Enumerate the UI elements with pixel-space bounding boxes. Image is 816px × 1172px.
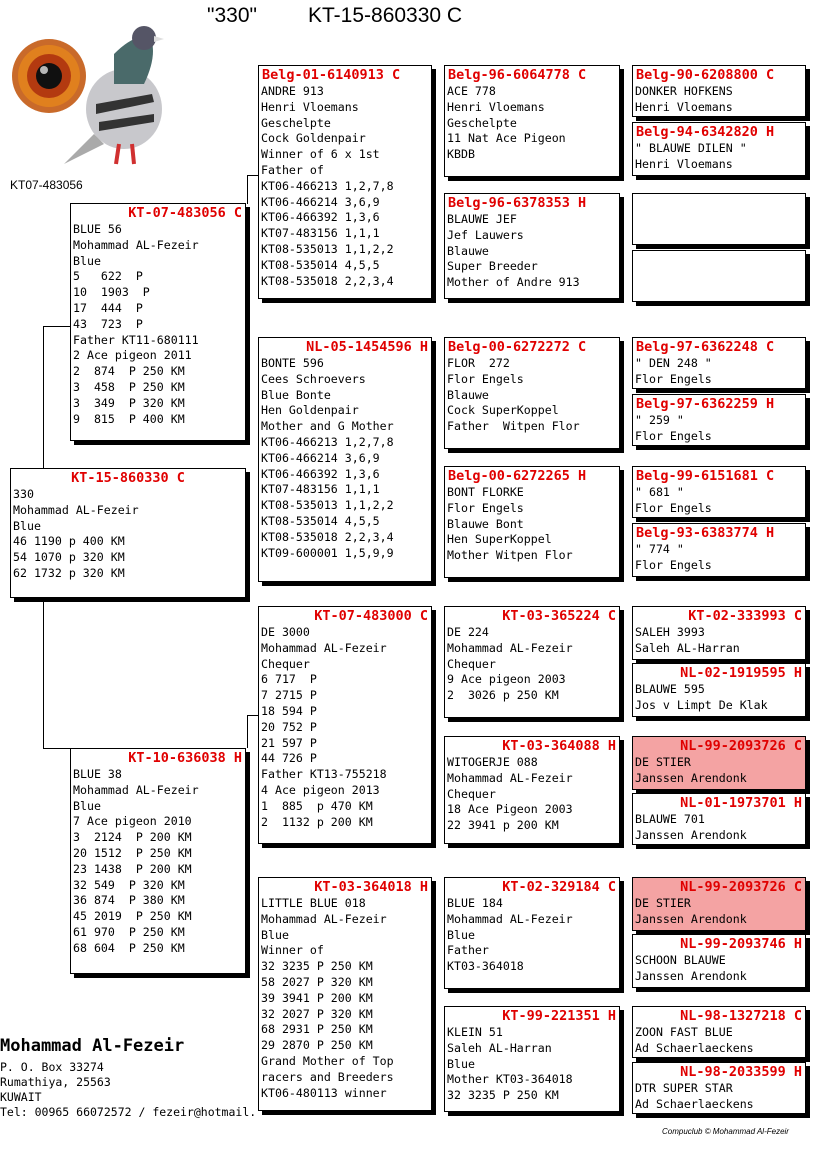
ring-number: NL-01-1973701 H bbox=[680, 795, 802, 811]
pigeon-details: DE 224 Mohammad AL-Fezeir Chequer 9 Ace pigeon 2003 2 3026 p 250 KM bbox=[447, 625, 573, 703]
pedigree-box-dam-sire bbox=[258, 606, 432, 844]
pigeon-details: " 259 " Flor Engels bbox=[635, 413, 712, 443]
pigeon-details: 330 Mohammad AL-Fezeir Blue 46 1190 p 400 KM 54 1070 p 320 KM 62 1732 p 320 KM bbox=[13, 487, 139, 580]
pedigree-box-g4 bbox=[632, 663, 806, 717]
ring-number: NL-99-2093746 H bbox=[680, 936, 802, 952]
connector bbox=[43, 326, 44, 469]
pedigree-box-g4 bbox=[632, 523, 806, 577]
ring-number: KT-07-483056 C bbox=[128, 205, 242, 221]
ring-number: Belg-97-6362259 H bbox=[636, 396, 775, 412]
ring-number: KT-07-483000 C bbox=[314, 608, 428, 624]
pedigree-box-g3 bbox=[444, 65, 620, 177]
pedigree-box-sire-dam bbox=[258, 337, 432, 582]
pigeon-details: BLUE 56 Mohammad AL-Fezeir Blue 5 622 P 10 1903 P 17 444 P 43 723 P Father KT11-680111 2 Ace pigeon 2011 2 874 P 250 KM 3 458 P 250 KM 3 349 P 320 KM 9 815 P 400 KM bbox=[73, 222, 199, 426]
pigeon-details: KLEIN 51 Saleh AL-Harran Blue Mother KT03-364018 32 3235 P 250 KM bbox=[447, 1025, 573, 1103]
ring-number: KT-03-364018 H bbox=[314, 879, 428, 895]
pigeon-details: BONT FLORKE Flor Engels Blauwe Bont Hen SuperKoppel Mother Witpen Flor bbox=[447, 485, 573, 563]
ring-number: Belg-90-6208800 C bbox=[636, 67, 775, 83]
pigeon-details: SCHOON BLAUWE Janssen Arendonk bbox=[635, 953, 747, 983]
pigeon-details: LITTLE BLUE 018 Mohammad AL-Fezeir Blue Winner of 32 3235 P 250 KM 58 2027 P 320 KM 39 3941 P 200 KM 32 2027 P 320 KM 68 2931 P 250 KM 29 2870 P 250 KM Grand Mother of Top racers and Breeders KT06-480113 winner bbox=[261, 896, 394, 1100]
ring-number: NL-99-2093726 C bbox=[680, 879, 802, 895]
ring-number: NL-02-1919595 H bbox=[680, 665, 802, 681]
pedigree-box-g4 bbox=[632, 934, 806, 988]
connector bbox=[247, 830, 248, 875]
ring-number: Belg-01-6140913 C bbox=[262, 67, 401, 83]
ring-number: Belg-00-6272272 C bbox=[448, 339, 587, 355]
ring-number: KT-03-364088 H bbox=[502, 738, 616, 754]
pedigree-box-g4 bbox=[632, 65, 806, 117]
ring-number bbox=[633, 251, 805, 269]
contact-line: Tel: 00965 66072572 / fezeir@hotmail. bbox=[0, 1105, 257, 1119]
pedigree-box-g4-empty bbox=[632, 250, 806, 302]
pedigree-box-g4 bbox=[632, 122, 806, 176]
address-line: KUWAIT bbox=[0, 1090, 42, 1104]
pedigree-box-g4 bbox=[632, 337, 806, 389]
pedigree-box-sire-sire bbox=[258, 65, 432, 299]
pedigree-box-subject bbox=[10, 468, 246, 598]
pigeon-details: BONTE 596 Cees Schroevers Blue Bonte Hen Goldenpair Mother and G Mother KT06-466213 1,2,7,8 KT06-466214 3,6,9 KT06-466392 1,3,6 KT07-483156 1,1,1 KT08-535013 1,1,2,2 KT08-535014 4,5,5 KT08-535018 2,2,3,4 KT09-600001 1,5,9,9 bbox=[261, 356, 394, 560]
pedigree-box-g3 bbox=[444, 606, 620, 718]
pedigree-box-g4 bbox=[632, 1062, 806, 1114]
ring-number: KT-02-329184 C bbox=[502, 879, 616, 895]
pigeon-photo-icon bbox=[4, 14, 174, 174]
pedigree-box-g3 bbox=[444, 337, 620, 449]
pigeon-details: ACE 778 Henri Vloemans Geschelpte 11 Nat Ace Pigeon KBDB bbox=[447, 84, 566, 162]
pedigree-box-dam bbox=[70, 748, 246, 974]
ring-number: NL-98-1327218 C bbox=[680, 1008, 802, 1024]
ring-number: Belg-96-6378353 H bbox=[448, 195, 587, 211]
connector bbox=[247, 715, 248, 748]
pigeon-details: DE STIER Janssen Arendonk bbox=[635, 896, 747, 926]
connector bbox=[43, 748, 71, 749]
ring-number: Belg-99-6151681 C bbox=[636, 468, 775, 484]
ring-number: KT-03-365224 C bbox=[502, 608, 616, 624]
pigeon-details: WITOGERJE 088 Mohammad AL-Fezeir Chequer 18 Ace Pigeon 2003 22 3941 p 200 KM bbox=[447, 755, 573, 833]
ring-number: KT-99-221351 H bbox=[502, 1008, 616, 1024]
ring-number: Belg-00-6272265 H bbox=[448, 468, 587, 484]
address-line: Rumathiya, 25563 bbox=[0, 1075, 111, 1089]
pigeon-details: SALEH 3993 Saleh AL-Harran bbox=[635, 625, 740, 655]
ring-number: Belg-96-6064778 C bbox=[448, 67, 587, 83]
pedigree-box-g4 bbox=[632, 394, 806, 446]
pigeon-nickname: "330" bbox=[207, 4, 257, 27]
pigeon-details: BLAUWE JEF Jef Lauwers Blauwe Super Breeder Mother of Andre 913 bbox=[447, 212, 580, 290]
pedigree-box-g3 bbox=[444, 193, 620, 299]
pedigree-box-g4 bbox=[632, 1006, 806, 1058]
pigeon-details: DONKER HOFKENS Henri Vloemans bbox=[635, 84, 733, 114]
connector bbox=[247, 175, 248, 204]
ring-number: KT-15-860330 C bbox=[71, 470, 185, 486]
pigeon-eye-icon bbox=[12, 39, 86, 113]
pedigree-box-g3 bbox=[444, 736, 620, 844]
ring-number bbox=[633, 194, 805, 212]
pigeon-details: ANDRE 913 Henri Vloemans Geschelpte Cock Goldenpair Winner of 6 x 1st Father of KT06-466213 1,2,7,8 KT06-466214 3,6,9 KT06-466392 1,3,6 KT07-483156 1,1,1 KT08-535013 1,1,2,2 KT08-535014 4,5,5 KT08-535018 2,2,3,4 bbox=[261, 84, 394, 288]
ring-number: Belg-94-6342820 H bbox=[636, 124, 775, 140]
pigeon-details: FLOR 272 Flor Engels Blauwe Cock SuperKoppel Father Witpen Flor bbox=[447, 356, 580, 434]
pigeon-details: DE STIER Janssen Arendonk bbox=[635, 755, 747, 785]
pedigree-box-g3 bbox=[444, 466, 620, 578]
pigeon-ring-title: KT-15-860330 C bbox=[308, 4, 463, 27]
pigeon-details: ZOON FAST BLUE Ad Schaerlaeckens bbox=[635, 1025, 754, 1055]
pedigree-box-g4 bbox=[632, 466, 806, 518]
owner-address bbox=[0, 1060, 256, 1120]
pigeon-details: BLAUWE 701 Janssen Arendonk bbox=[635, 812, 747, 842]
pedigree-box-g3 bbox=[444, 877, 620, 989]
photo-caption: KT07-483056 bbox=[10, 178, 83, 192]
pedigree-box-sire bbox=[70, 203, 246, 441]
pedigree-box-g4-empty bbox=[632, 193, 806, 245]
pigeon-details: " 774 " Flor Engels bbox=[635, 542, 712, 572]
pigeon-details: " 681 " Flor Engels bbox=[635, 485, 712, 515]
copyright-credit: Compuclub © Mohammad Al-Fezeir bbox=[662, 1127, 789, 1136]
ring-number: KT-10-636038 H bbox=[128, 750, 242, 766]
pigeon-details: DE 3000 Mohammad AL-Fezeir Chequer 6 717 P 7 2715 P 18 594 P 20 752 P 21 597 P 44 726 P Father KT13-755218 4 Ace pigeon 2013 1 885 p 470 KM 2 1132 p 200 KM bbox=[261, 625, 387, 829]
pigeon-details: BLUE 184 Mohammad AL-Fezeir Blue Father KT03-364018 bbox=[447, 896, 573, 974]
ring-number: KT-02-333993 C bbox=[688, 608, 802, 624]
pedigree-box-g4-highlighted bbox=[632, 736, 806, 790]
pedigree-box-g3 bbox=[444, 1006, 620, 1112]
pigeon-details: BLAUWE 595 Jos v Limpt De Klak bbox=[635, 682, 768, 712]
ring-number: Belg-97-6362248 C bbox=[636, 339, 775, 355]
pedigree-box-g4-highlighted bbox=[632, 877, 806, 931]
ring-number: NL-05-1454596 H bbox=[306, 339, 428, 355]
pigeon-details: " BLAUWE DILEN " Henri Vloemans bbox=[635, 141, 747, 171]
ring-number: NL-99-2093726 C bbox=[680, 738, 802, 754]
connector bbox=[43, 600, 44, 748]
pigeon-details: " DEN 248 " Flor Engels bbox=[635, 356, 712, 386]
pedigree-box-dam-dam bbox=[258, 877, 432, 1111]
ring-number: NL-98-2033599 H bbox=[680, 1064, 802, 1080]
pedigree-box-g4 bbox=[632, 793, 806, 845]
address-line: P. O. Box 33274 bbox=[0, 1060, 104, 1074]
pigeon-details: DTR SUPER STAR Ad Schaerlaeckens bbox=[635, 1081, 754, 1111]
pedigree-box-g4 bbox=[632, 606, 806, 660]
pigeon-details: BLUE 38 Mohammad AL-Fezeir Blue 7 Ace pigeon 2010 3 2124 P 200 KM 20 1512 P 250 KM 23 1438 P 200 KM 32 549 P 320 KM 36 874 P 380 KM 45 2019 P 250 KM 61 970 P 250 KM 68 604 P 250 KM bbox=[73, 767, 199, 955]
owner-name: Mohammad Al-Fezeir bbox=[0, 1036, 185, 1056]
ring-number: Belg-93-6383774 H bbox=[636, 525, 775, 541]
connector bbox=[43, 326, 71, 327]
